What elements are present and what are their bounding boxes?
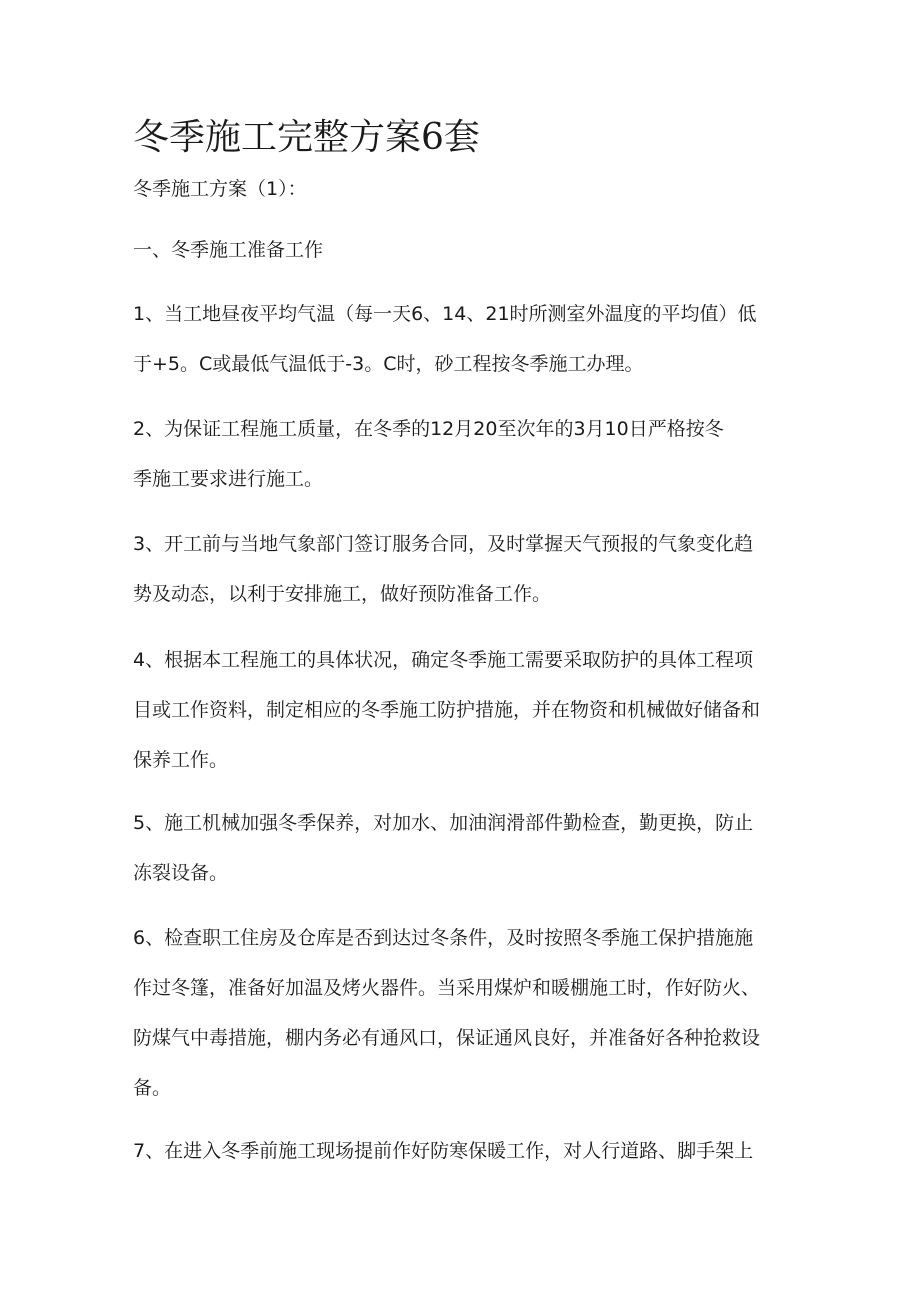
document-title: 冬季施工完整方案6套 bbox=[133, 117, 480, 158]
paragraph-4 bbox=[133, 635, 793, 785]
paragraph-line: 7、在进入冬季前施工现场提前作好防寒保暖工作，对人行道路、脚手架上 bbox=[133, 1140, 754, 1162]
paragraph-5 bbox=[133, 798, 793, 898]
paragraph-line: 4、根据本工程施工的具体状况，确定冬季施工需要采取防护的具体工程项 bbox=[133, 649, 754, 671]
paragraph-line: 目或工作资料，制定相应的冬季施工防护措施，并在物资和机械做好储备和 bbox=[133, 699, 761, 721]
paragraph-line: 1、当工地昼夜平均气温（每一天6、14、21时所测室外温度的平均值）低 bbox=[133, 303, 757, 325]
paragraph-line: 备。 bbox=[133, 1077, 172, 1099]
paragraph-line: 6、检查职工住房及仓库是否到达过冬条件，及时按照冬季施工保护措施施 bbox=[133, 927, 754, 949]
paragraph-line: 季施工要求进行施工。 bbox=[133, 468, 324, 490]
section-heading: 一、冬季施工准备工作 bbox=[133, 239, 324, 261]
paragraph-line: 5、施工机械加强冬季保养，对加水、加油润滑部件勤检查，勤更换，防止 bbox=[133, 812, 754, 834]
paragraph-line: 防煤气中毒措施，棚内务必有通风口，保证通风良好，并准备好各种抢救设 bbox=[133, 1027, 761, 1049]
paragraph-6 bbox=[133, 913, 793, 1113]
paragraph-line: 势及动态，以利于安排施工，做好预防准备工作。 bbox=[133, 583, 552, 605]
paragraph-line: 保养工作。 bbox=[133, 749, 229, 771]
paragraph-3 bbox=[133, 519, 793, 619]
paragraph-line: 冻裂设备。 bbox=[133, 862, 229, 884]
paragraph-1 bbox=[133, 289, 793, 389]
paragraph-2 bbox=[133, 404, 793, 504]
paragraph-7 bbox=[133, 1126, 793, 1176]
paragraph-line: 于+5。C或最低气温低于-3。C时，砂工程按冬季施工办理。 bbox=[133, 353, 644, 375]
paragraph-line: 作过冬篷，准备好加温及烤火器件。当采用煤炉和暖棚施工时，作好防火、 bbox=[133, 977, 761, 999]
paragraph-line: 3、开工前与当地气象部门签订服务合同，及时掌握天气预报的气象变化趋 bbox=[133, 533, 754, 555]
plan-subtitle: 冬季施工方案（1）： bbox=[133, 178, 307, 200]
paragraph-line: 2、为保证工程施工质量，在冬季的12月20至次年的3月10日严格按冬 bbox=[133, 418, 724, 440]
